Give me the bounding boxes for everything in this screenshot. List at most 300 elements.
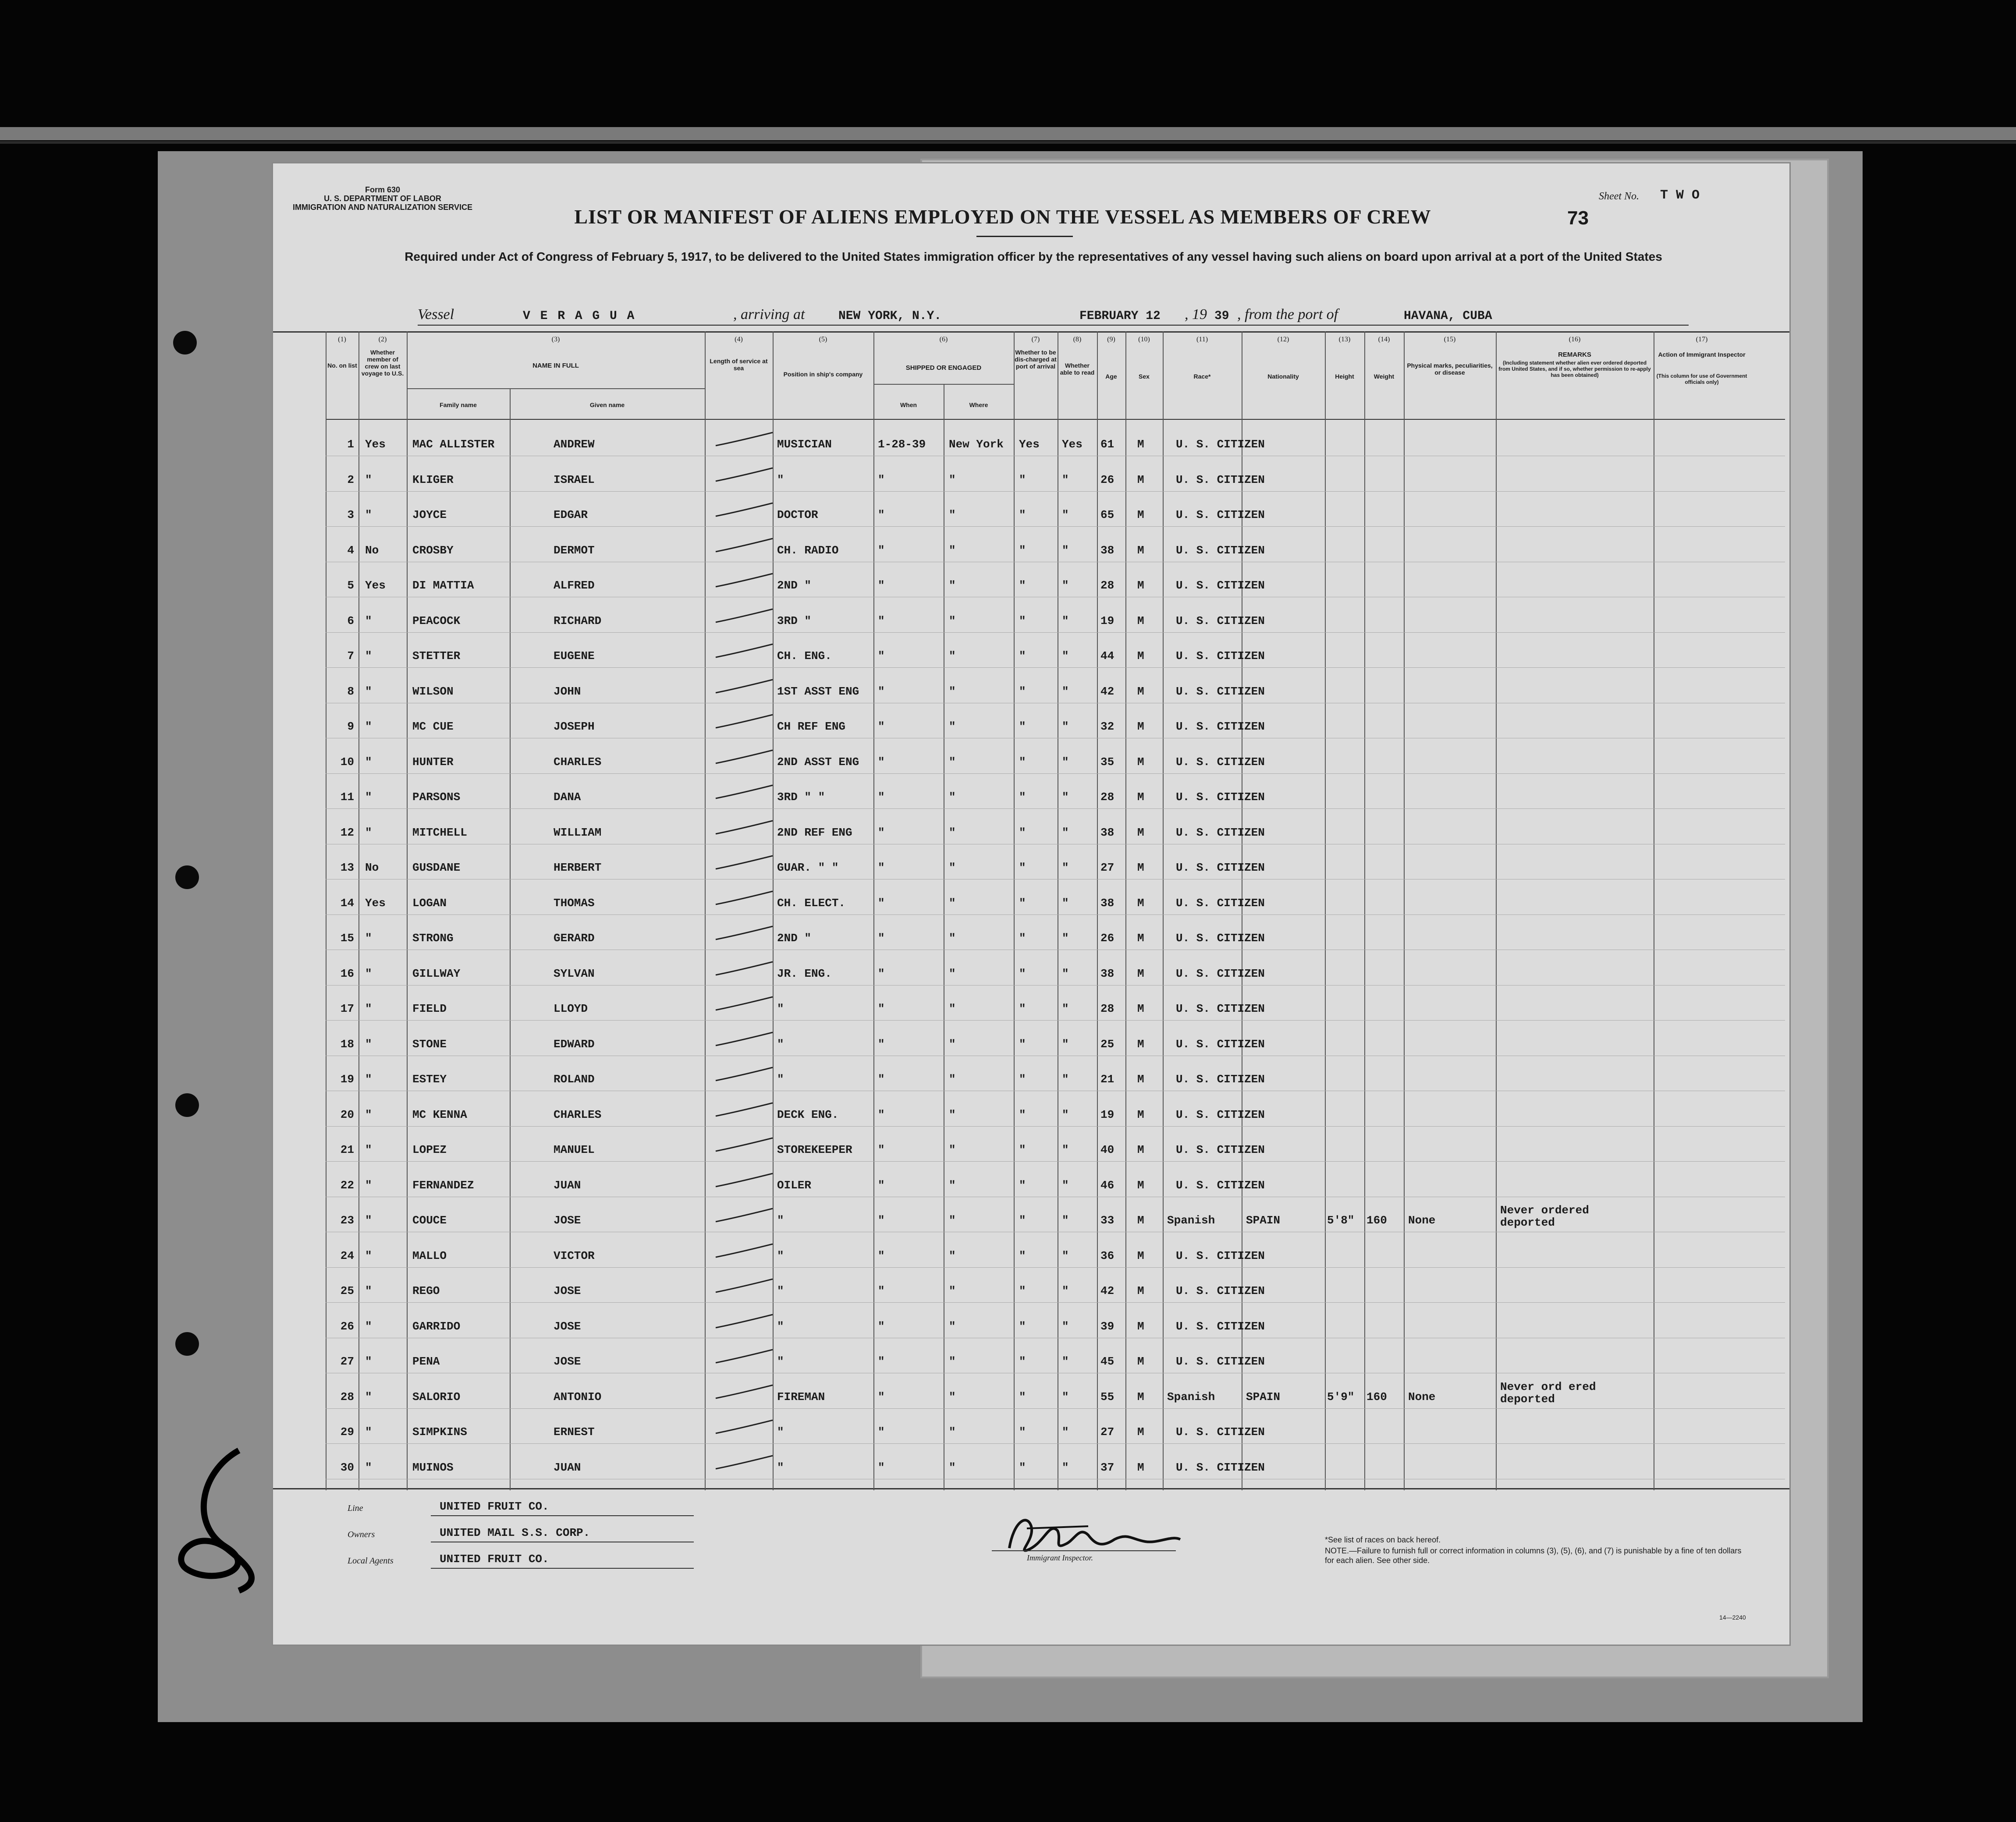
cell-sex: M xyxy=(1137,614,1144,627)
cell-last: " xyxy=(365,1002,372,1015)
cell-family: CROSBY xyxy=(412,543,454,557)
cell-given: ANDREW xyxy=(554,438,595,451)
line-rule xyxy=(431,1515,694,1516)
col-num-15: (15) xyxy=(1444,336,1456,343)
cell-read: " xyxy=(1062,1214,1069,1227)
cell-read: " xyxy=(1062,790,1069,804)
cell-when: " xyxy=(878,896,885,910)
cell-race: Spanish xyxy=(1167,1390,1215,1404)
form-code: 14—2240 xyxy=(1719,1614,1746,1621)
cell-when: " xyxy=(878,649,885,663)
table-row xyxy=(273,1197,1789,1232)
cell-disch: " xyxy=(1019,896,1026,910)
cell-physical: None xyxy=(1408,1390,1436,1404)
cell-sex: M xyxy=(1137,1319,1144,1333)
cell-last: " xyxy=(365,1214,372,1227)
cell-read: " xyxy=(1062,967,1069,980)
cell-sex: M xyxy=(1137,896,1144,910)
cell-position: " xyxy=(777,1249,784,1262)
col-num-3: (3) xyxy=(551,336,560,343)
header-nationality: Nationality xyxy=(1267,373,1299,380)
header-weight: Weight xyxy=(1374,373,1395,380)
races-note: *See list of races on back hereof. xyxy=(1325,1535,1441,1544)
cell-sex: M xyxy=(1137,826,1144,839)
cell-disch: " xyxy=(1019,932,1026,945)
cell-given: ALFRED xyxy=(554,579,595,592)
cell-sex: M xyxy=(1137,508,1144,521)
service-check-mark xyxy=(711,995,777,1013)
cell-when: " xyxy=(878,861,885,874)
cell-last: " xyxy=(365,1143,372,1156)
cell-no: 20 xyxy=(340,1108,354,1121)
document-subtitle: Required under Act of Congress of February 5, 1917, to be delivered to the United States immigration officer by the representatives of any vessel having such aliens on board upon arrival at a port of the United States xyxy=(405,250,1662,263)
cell-family: FERNANDEZ xyxy=(412,1178,474,1192)
cell-position: " xyxy=(777,1037,784,1051)
col-num-1: (1) xyxy=(338,336,346,343)
cell-where: " xyxy=(949,826,956,839)
cell-last: Yes xyxy=(365,579,386,592)
agents-rule xyxy=(431,1568,694,1569)
cell-disch: " xyxy=(1019,1284,1026,1297)
table-row xyxy=(273,1444,1789,1479)
cell-position: 3RD " " xyxy=(777,790,825,804)
inspector-rule xyxy=(992,1550,1176,1551)
cell-no: 3 xyxy=(347,508,354,521)
cell-age: 21 xyxy=(1100,1073,1114,1086)
cell-position: " xyxy=(777,1460,784,1474)
cell-family: FIELD xyxy=(412,1002,447,1015)
cell-age: 55 xyxy=(1100,1390,1114,1404)
cell-last: " xyxy=(365,508,372,521)
binder-hole xyxy=(175,865,199,889)
cell-family: SIMPKINS xyxy=(412,1425,467,1439)
cell-last: " xyxy=(365,473,372,486)
cell-no: 18 xyxy=(340,1037,354,1051)
cell-race: Spanish xyxy=(1167,1214,1215,1227)
cell-disch: " xyxy=(1019,543,1026,557)
cell-nat: U. S. CITIZEN xyxy=(1176,1002,1265,1015)
service-check-mark xyxy=(711,1383,777,1401)
table-row xyxy=(273,492,1789,527)
cell-given: JOHN xyxy=(554,684,581,698)
cell-last: " xyxy=(365,649,372,663)
title-rule xyxy=(976,236,1073,237)
cell-given: EUGENE xyxy=(554,649,595,663)
cell-disch: " xyxy=(1019,1460,1026,1474)
cell-read: " xyxy=(1062,1355,1069,1368)
cell-where: " xyxy=(949,896,956,910)
cell-last: " xyxy=(365,1425,372,1439)
cell-given: GERARD xyxy=(554,932,595,945)
cell-nat: U. S. CITIZEN xyxy=(1176,1037,1265,1051)
cell-disch: " xyxy=(1019,1108,1026,1121)
cell-age: 46 xyxy=(1100,1178,1114,1192)
cell-disch: " xyxy=(1019,508,1026,521)
service-check-mark xyxy=(711,678,777,695)
cell-age: 38 xyxy=(1100,896,1114,910)
cell-where: " xyxy=(949,1178,956,1192)
table-row xyxy=(273,562,1789,597)
cell-where: New York xyxy=(949,438,1004,451)
cell-given: THOMAS xyxy=(554,896,595,910)
header-sex: Sex xyxy=(1139,373,1150,380)
cell-last: " xyxy=(365,1390,372,1404)
binder-hole xyxy=(175,1093,199,1117)
binder-hole xyxy=(175,1332,199,1356)
table-row xyxy=(273,950,1789,985)
cell-read: " xyxy=(1062,579,1069,592)
cell-height: 5'8" xyxy=(1327,1214,1355,1227)
header-given-name: Given name xyxy=(589,401,625,408)
arrival-date: FEBRUARY 12 xyxy=(1079,309,1161,323)
cell-position: 3RD " xyxy=(777,614,812,627)
cell-read: " xyxy=(1062,1037,1069,1051)
sheet-number: T W O xyxy=(1660,188,1700,203)
cell-no: 6 xyxy=(347,614,354,627)
cell-remarks: Never ord ered deported xyxy=(1500,1380,1596,1406)
cell-given: RICHARD xyxy=(554,614,602,627)
cell-family: JOYCE xyxy=(412,508,447,521)
cell-when: " xyxy=(878,1002,885,1015)
cell-last: " xyxy=(365,614,372,627)
cell-when: " xyxy=(878,543,885,557)
service-check-mark xyxy=(711,1277,777,1295)
scanner-strip-shadow xyxy=(0,141,2016,144)
cell-read: " xyxy=(1062,684,1069,698)
cell-position: " xyxy=(777,473,784,486)
cell-where: " xyxy=(949,932,956,945)
table-row xyxy=(273,1409,1789,1444)
header-family-name: Family name xyxy=(440,401,477,408)
department-name: U. S. DEPARTMENT OF LABOR xyxy=(324,194,441,203)
cell-no: 17 xyxy=(340,1002,354,1015)
table-row xyxy=(273,880,1789,915)
manifest-page xyxy=(272,162,1791,1646)
cell-last: No xyxy=(365,861,379,874)
cell-when: 1-28-39 xyxy=(878,438,926,451)
cell-position: OILER xyxy=(777,1178,812,1192)
col-num-10: (10) xyxy=(1138,336,1150,343)
cell-sex: M xyxy=(1137,1073,1144,1086)
cell-when: " xyxy=(878,790,885,804)
col-num-4: (4) xyxy=(735,336,743,343)
cell-family: MALLO xyxy=(412,1249,447,1262)
cell-sex: M xyxy=(1137,1355,1144,1368)
cell-disch: " xyxy=(1019,1249,1026,1262)
cell-given: JOSE xyxy=(554,1355,581,1368)
cell-no: 25 xyxy=(340,1284,354,1297)
cell-age: 26 xyxy=(1100,932,1114,945)
cell-given: MANUEL xyxy=(554,1143,595,1156)
cell-last: " xyxy=(365,1460,372,1474)
table-row xyxy=(273,703,1789,738)
header-physical-marks: Physical marks, peculiarities, or disease xyxy=(1407,362,1493,376)
cell-given: SYLVAN xyxy=(554,967,595,980)
header-no-on-list: No. on list xyxy=(327,362,357,369)
cell-disch: " xyxy=(1019,1178,1026,1192)
cell-read: " xyxy=(1062,932,1069,945)
cell-when: " xyxy=(878,1108,885,1121)
cell-sex: M xyxy=(1137,649,1144,663)
cell-no: 10 xyxy=(340,755,354,769)
cell-when: " xyxy=(878,932,885,945)
cell-read: " xyxy=(1062,1143,1069,1156)
cell-nat: SPAIN xyxy=(1246,1214,1281,1227)
service-check-mark xyxy=(711,1313,777,1330)
cell-age: 39 xyxy=(1100,1319,1114,1333)
service-check-mark xyxy=(711,431,777,448)
cell-weight: 160 xyxy=(1366,1390,1387,1404)
cell-family: STONE xyxy=(412,1037,447,1051)
line-label: Line xyxy=(348,1503,363,1513)
cell-when: " xyxy=(878,1319,885,1333)
service-name: IMMIGRATION AND NATURALIZATION SERVICE xyxy=(293,203,472,212)
cell-given: ANTONIO xyxy=(554,1390,602,1404)
col-num-17: (17) xyxy=(1696,336,1708,343)
cell-read: " xyxy=(1062,649,1069,663)
cell-where: " xyxy=(949,579,956,592)
cell-last: " xyxy=(365,1108,372,1121)
table-row xyxy=(273,985,1789,1021)
cell-nat: U. S. CITIZEN xyxy=(1176,720,1265,733)
cell-given: ROLAND xyxy=(554,1073,595,1086)
form-number: Form 630 xyxy=(365,185,401,194)
scanner-strip xyxy=(0,127,2016,140)
cell-read: " xyxy=(1062,1460,1069,1474)
cell-position: CH. RADIO xyxy=(777,543,839,557)
cell-position: " xyxy=(777,1214,784,1227)
cell-family: SALORIO xyxy=(412,1390,461,1404)
cell-nat: U. S. CITIZEN xyxy=(1176,967,1265,980)
cell-sex: M xyxy=(1137,1002,1144,1015)
cell-age: 42 xyxy=(1100,1284,1114,1297)
cell-no: 29 xyxy=(340,1425,354,1439)
cell-read: " xyxy=(1062,755,1069,769)
cell-age: 38 xyxy=(1100,543,1114,557)
cell-age: 36 xyxy=(1100,1249,1114,1262)
cell-no: 24 xyxy=(340,1249,354,1262)
cell-when: " xyxy=(878,755,885,769)
cell-read: " xyxy=(1062,1249,1069,1262)
table-row xyxy=(273,457,1789,492)
cell-position: " xyxy=(777,1319,784,1333)
cell-position: " xyxy=(777,1284,784,1297)
cell-nat: U. S. CITIZEN xyxy=(1176,1319,1265,1333)
col-num-5: (5) xyxy=(819,336,827,343)
header-race: Race* xyxy=(1193,373,1211,380)
col-num-13: (13) xyxy=(1338,336,1351,343)
table-row xyxy=(273,598,1789,633)
col-num-14: (14) xyxy=(1378,336,1390,343)
service-check-mark xyxy=(711,1136,777,1154)
cell-disch: " xyxy=(1019,1143,1026,1156)
cell-given: EDWARD xyxy=(554,1037,595,1051)
table-row xyxy=(273,668,1789,703)
table-row xyxy=(273,1021,1789,1056)
cell-read: " xyxy=(1062,1319,1069,1333)
table-row xyxy=(273,1303,1789,1338)
table-row xyxy=(273,1127,1789,1162)
cell-age: 44 xyxy=(1100,649,1114,663)
service-check-mark xyxy=(711,537,777,554)
cell-no: 5 xyxy=(347,579,354,592)
cell-no: 22 xyxy=(340,1178,354,1192)
cell-read: " xyxy=(1062,1390,1069,1404)
cell-where: " xyxy=(949,1355,956,1368)
service-check-mark xyxy=(711,713,777,730)
cell-weight: 160 xyxy=(1366,1214,1387,1227)
cell-last: " xyxy=(365,967,372,980)
cell-disch: " xyxy=(1019,826,1026,839)
cell-disch: " xyxy=(1019,720,1026,733)
cell-nat: U. S. CITIZEN xyxy=(1176,1249,1265,1262)
header-where: Where xyxy=(969,401,988,408)
agents-value: UNITED FRUIT CO. xyxy=(440,1553,549,1566)
owners-label: Owners xyxy=(348,1530,375,1539)
cell-age: 19 xyxy=(1100,1108,1114,1121)
cell-disch: " xyxy=(1019,861,1026,874)
cell-when: " xyxy=(878,1390,885,1404)
cell-age: 28 xyxy=(1100,790,1114,804)
service-check-mark xyxy=(711,466,777,484)
cell-no: 4 xyxy=(347,543,354,557)
cell-age: 38 xyxy=(1100,826,1114,839)
cell-position: DOCTOR xyxy=(777,508,818,521)
service-check-mark xyxy=(711,748,777,766)
header-age: Age xyxy=(1105,373,1117,380)
cell-read: " xyxy=(1062,1108,1069,1121)
cell-when: " xyxy=(878,1355,885,1368)
cell-no: 8 xyxy=(347,684,354,698)
cell-read: " xyxy=(1062,1178,1069,1192)
cell-nat: U. S. CITIZEN xyxy=(1176,684,1265,698)
cell-when: " xyxy=(878,967,885,980)
cell-position: CH REF ENG xyxy=(777,720,846,733)
service-check-mark xyxy=(711,819,777,837)
cell-disch: " xyxy=(1019,1002,1026,1015)
service-check-mark xyxy=(711,501,777,519)
cell-read: " xyxy=(1062,473,1069,486)
cell-last: " xyxy=(365,684,372,698)
table-row xyxy=(273,1092,1789,1127)
cell-sex: M xyxy=(1137,1037,1144,1051)
cell-disch: " xyxy=(1019,579,1026,592)
cell-when: " xyxy=(878,1073,885,1086)
cell-where: " xyxy=(949,684,956,698)
cell-disch: " xyxy=(1019,614,1026,627)
service-check-mark xyxy=(711,1418,777,1436)
cell-family: ESTEY xyxy=(412,1073,447,1086)
service-check-mark xyxy=(711,890,777,907)
cell-height: 5'9" xyxy=(1327,1390,1355,1404)
cell-disch: " xyxy=(1019,1425,1026,1439)
header-length-service: Length of service at sea xyxy=(710,358,768,372)
cell-sex: M xyxy=(1137,1178,1144,1192)
header-bottom-rule xyxy=(326,419,1785,420)
cell-where: " xyxy=(949,508,956,521)
cell-nat: U. S. CITIZEN xyxy=(1176,614,1265,627)
cell-disch: " xyxy=(1019,473,1026,486)
vessel-label: Vessel xyxy=(418,306,454,323)
cell-no: 2 xyxy=(347,473,354,486)
header-action-note: (This column for use of Government officials only) xyxy=(1656,373,1747,385)
cell-family: GILLWAY xyxy=(412,967,461,980)
arrival-port: NEW YORK, N.Y. xyxy=(838,309,942,323)
cell-family: PENA xyxy=(412,1355,440,1368)
header-action: Action of Immigrant Inspector xyxy=(1658,351,1746,358)
cell-age: 61 xyxy=(1100,438,1114,451)
cell-family: REGO xyxy=(412,1284,440,1297)
service-check-mark xyxy=(711,572,777,589)
cell-where: " xyxy=(949,720,956,733)
cell-nat: U. S. CITIZEN xyxy=(1176,1355,1265,1368)
cell-given: ISRAEL xyxy=(554,473,595,486)
cell-position: JR. ENG. xyxy=(777,967,832,980)
cell-last: " xyxy=(365,1073,372,1086)
cell-position: 2ND " xyxy=(777,932,812,945)
cell-position: MUSICIAN xyxy=(777,438,832,451)
cell-position: CH. ENG. xyxy=(777,649,832,663)
cell-where: " xyxy=(949,1214,956,1227)
cell-nat: U. S. CITIZEN xyxy=(1176,1460,1265,1474)
cell-when: " xyxy=(878,1214,885,1227)
cell-age: 35 xyxy=(1100,755,1114,769)
cell-no: 26 xyxy=(340,1319,354,1333)
cell-disch: " xyxy=(1019,755,1026,769)
cell-given: VICTOR xyxy=(554,1249,595,1262)
line-value: UNITED FRUIT CO. xyxy=(440,1500,549,1513)
cell-where: " xyxy=(949,1284,956,1297)
cell-last: " xyxy=(365,932,372,945)
cell-family: STRONG xyxy=(412,932,454,945)
cell-position: CH. ELECT. xyxy=(777,896,846,910)
cell-last: " xyxy=(365,755,372,769)
cell-family: STETTER xyxy=(412,649,461,663)
cell-nat: SPAIN xyxy=(1246,1390,1281,1404)
cell-age: 26 xyxy=(1100,473,1114,486)
cell-where: " xyxy=(949,861,956,874)
cell-sex: M xyxy=(1137,473,1144,486)
from-label: , from the port of xyxy=(1237,306,1338,323)
cell-no: 7 xyxy=(347,649,354,663)
cell-when: " xyxy=(878,579,885,592)
cell-last: " xyxy=(365,826,372,839)
service-check-mark xyxy=(711,1066,777,1083)
manifest-table xyxy=(273,331,1789,1490)
cell-age: 27 xyxy=(1100,1425,1114,1439)
service-check-mark xyxy=(711,1348,777,1365)
cell-where: " xyxy=(949,1108,956,1121)
cell-last: No xyxy=(365,543,379,557)
service-check-mark xyxy=(711,1172,777,1189)
cell-read: " xyxy=(1062,720,1069,733)
cell-disch: " xyxy=(1019,1319,1026,1333)
year-prefix: , 19 xyxy=(1185,306,1207,323)
table-row xyxy=(273,527,1789,562)
service-check-mark xyxy=(711,783,777,801)
form-header xyxy=(291,185,475,212)
service-check-mark xyxy=(711,1207,777,1224)
col-num-8: (8) xyxy=(1073,336,1082,343)
cell-nat: U. S. CITIZEN xyxy=(1176,1108,1265,1121)
agents-label: Local Agents xyxy=(348,1556,394,1566)
cell-given: CHARLES xyxy=(554,755,602,769)
cell-when: " xyxy=(878,684,885,698)
cell-where: " xyxy=(949,790,956,804)
table-row xyxy=(273,809,1789,844)
cell-sex: M xyxy=(1137,1390,1144,1404)
cell-nat: U. S. CITIZEN xyxy=(1176,508,1265,521)
